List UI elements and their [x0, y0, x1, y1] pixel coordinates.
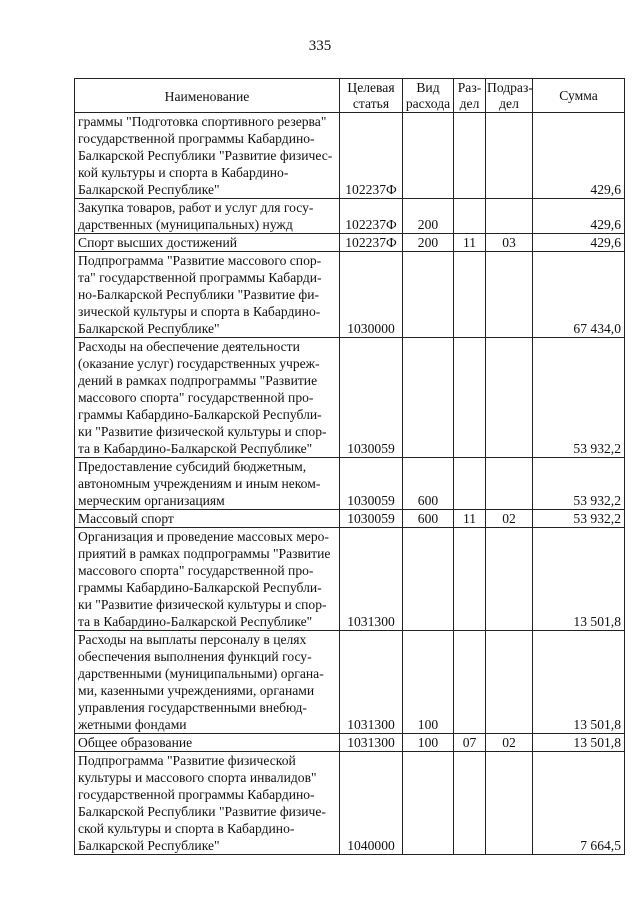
cell-name-line: Спорт высших достижений: [78, 235, 237, 250]
cell-expense-type: 100: [403, 734, 454, 752]
cell-amount: 429,6: [533, 199, 625, 234]
cell-subsection: [486, 631, 533, 734]
cell-name-line: управления государственными внебюд-: [78, 700, 307, 715]
cell-subsection: [486, 752, 533, 855]
cell-amount: 13 501,8: [533, 631, 625, 734]
header-section: [454, 79, 486, 113]
cell-subsection: 02: [486, 734, 533, 752]
cell-subsection: [486, 199, 533, 234]
table-body: [75, 113, 625, 855]
cell-expense-type: [403, 752, 454, 855]
cell-name-line: ми, казенными учреждениями, органами: [78, 683, 315, 698]
cell-name-line: обеспечения выполнения функций госу-: [78, 649, 312, 664]
cell-name: [75, 199, 340, 234]
cell-name-line: Балкарской Республике": [78, 182, 220, 197]
table-row: [75, 234, 625, 252]
cell-target-article: 102237Ф: [340, 234, 403, 252]
cell-name-line: ской культуры и спорта в Кабардино-: [78, 821, 295, 836]
cell-name-line: Балкарской Республики "Развитие физичес-: [78, 148, 333, 163]
cell-name-line: Расходы на обеспечение деятельности: [78, 339, 300, 354]
table-row: [75, 631, 625, 734]
cell-amount: 53 932,2: [533, 338, 625, 458]
cell-subsection: 03: [486, 234, 533, 252]
cell-name-line: но-Балкарской Республики "Развитие фи-: [78, 287, 320, 302]
header-subsection: [486, 79, 533, 113]
table-row: [75, 199, 625, 234]
cell-name-line: дений в рамках подпрограммы "Развитие: [78, 373, 318, 388]
cell-name-line: та в Кабардино-Балкарской Республике": [78, 614, 313, 629]
cell-name-line: дарственными (муниципальными) органа-: [78, 666, 324, 681]
cell-name: [75, 252, 340, 338]
table-row: [75, 252, 625, 338]
table-row: [75, 734, 625, 752]
header-amount: Сумма: [533, 79, 625, 113]
header-line: Подраз-: [487, 79, 533, 95]
header-line: статья: [352, 95, 390, 111]
cell-name-line: Закупка товаров, работ и услуг для госу-: [78, 200, 314, 215]
cell-section: [454, 631, 486, 734]
cell-subsection: [486, 338, 533, 458]
cell-name-line: жетными фондами: [78, 717, 187, 732]
cell-section: [454, 528, 486, 631]
cell-section: 11: [454, 510, 486, 528]
cell-subsection: [486, 458, 533, 510]
cell-name: [75, 458, 340, 510]
cell-section: [454, 199, 486, 234]
cell-name-line: ки "Развитие физической культуры и спор-: [78, 424, 327, 439]
cell-amount: 429,6: [533, 113, 625, 199]
cell-expense-type: 600: [403, 510, 454, 528]
cell-target-article: 1030059: [340, 338, 403, 458]
cell-expense-type: 200: [403, 234, 454, 252]
cell-subsection: [486, 113, 533, 199]
header-expense-type: [403, 79, 454, 113]
cell-target-article: 1040000: [340, 752, 403, 855]
cell-name: [75, 234, 340, 252]
cell-amount: 53 932,2: [533, 458, 625, 510]
cell-expense-type: [403, 338, 454, 458]
cell-name-line: государственной программы Кабардино-: [78, 787, 315, 802]
cell-expense-type: [403, 113, 454, 199]
cell-name: [75, 338, 340, 458]
cell-expense-type: 100: [403, 631, 454, 734]
cell-name: [75, 752, 340, 855]
cell-name-line: граммы Кабардино-Балкарской Республи-: [78, 407, 322, 422]
cell-name: [75, 528, 340, 631]
cell-target-article: 1031300: [340, 528, 403, 631]
cell-amount: 13 501,8: [533, 528, 625, 631]
cell-name-line: Балкарской Республики "Развитие физиче-: [78, 804, 326, 819]
cell-name-line: граммы "Подготовка спортивного резерва": [78, 114, 327, 129]
cell-amount: 7 664,5: [533, 752, 625, 855]
cell-section: [454, 752, 486, 855]
cell-name-line: Предоставление субсидий бюджетным,: [78, 459, 307, 474]
header-line: расхода: [405, 95, 451, 111]
budget-table: [74, 78, 625, 855]
cell-amount: 429,6: [533, 234, 625, 252]
cell-name-line: Массовый спорт: [78, 511, 174, 526]
cell-target-article: 1030000: [340, 252, 403, 338]
table-header-row: [75, 79, 625, 113]
table-row: [75, 528, 625, 631]
header-line: дел: [459, 95, 480, 111]
cell-name-line: приятий в рамках подпрограммы "Развитие: [78, 546, 331, 561]
table-row: [75, 510, 625, 528]
cell-target-article: 102237Ф: [340, 199, 403, 234]
table-row: [75, 458, 625, 510]
cell-name-line: Балкарской Республике": [78, 838, 220, 853]
cell-name-line: кой культуры и спорта в Кабардино-: [78, 165, 289, 180]
cell-target-article: 1030059: [340, 510, 403, 528]
cell-section: [454, 458, 486, 510]
cell-amount: 67 434,0: [533, 252, 625, 338]
cell-name-line: Подпрограмма "Развитие массового спор-: [78, 253, 322, 268]
cell-name-line: массового спорта" государственной про-: [78, 390, 314, 405]
cell-subsection: 02: [486, 510, 533, 528]
page-number: 335: [308, 38, 332, 54]
cell-name: [75, 510, 340, 528]
cell-subsection: [486, 528, 533, 631]
cell-name-line: Подпрограмма "Развитие физической: [78, 753, 296, 768]
cell-name-line: ки "Развитие физической культуры и спор-: [78, 597, 327, 612]
header-line: дел: [499, 95, 519, 111]
cell-subsection: [486, 252, 533, 338]
cell-expense-type: 600: [403, 458, 454, 510]
cell-target-article: 1031300: [340, 734, 403, 752]
cell-target-article: 1030059: [340, 458, 403, 510]
cell-name-line: та" государственной программы Кабарди-: [78, 270, 322, 285]
header-line: Вид: [416, 79, 440, 95]
cell-expense-type: [403, 528, 454, 631]
cell-expense-type: [403, 252, 454, 338]
table-row: [75, 113, 625, 199]
cell-amount: 53 932,2: [533, 510, 625, 528]
header-name: Наименование: [75, 79, 340, 113]
cell-name-line: массового спорта" государственной про-: [78, 563, 314, 578]
cell-name-line: Балкарской Республике": [78, 321, 220, 336]
table-row: [75, 338, 625, 458]
cell-section: [454, 338, 486, 458]
cell-name-line: (оказание услуг) государственных учреж-: [78, 356, 320, 371]
cell-section: 11: [454, 234, 486, 252]
table-row: [75, 752, 625, 855]
cell-name-line: зической культуры и спорта в Кабардино-: [78, 304, 321, 319]
cell-name-line: мерческим организациям: [78, 493, 225, 508]
cell-name: [75, 113, 340, 199]
cell-name-line: Общее образование: [78, 735, 193, 750]
cell-amount: 13 501,8: [533, 734, 625, 752]
cell-name-line: Организация и проведение массовых меро-: [78, 529, 329, 544]
cell-expense-type: 200: [403, 199, 454, 234]
cell-name-line: Расходы на выплаты персоналу в целях: [78, 632, 307, 647]
cell-name: [75, 734, 340, 752]
cell-name-line: автономным учреждениям и иным неком-: [78, 476, 321, 491]
cell-name-line: та в Кабардино-Балкарской Республике": [78, 441, 313, 456]
cell-name-line: культуры и массового спорта инвалидов": [78, 770, 317, 785]
header-target-article: [340, 79, 403, 113]
cell-name-line: дарственных (муниципальных) нужд: [78, 217, 293, 232]
header-line: Целевая: [347, 79, 395, 95]
cell-section: 07: [454, 734, 486, 752]
header-line: Раз-: [457, 79, 482, 95]
cell-section: [454, 252, 486, 338]
cell-section: [454, 113, 486, 199]
cell-name-line: граммы Кабардино-Балкарской Республи-: [78, 580, 322, 595]
cell-target-article: 102237Ф: [340, 113, 403, 199]
cell-name: [75, 631, 340, 734]
cell-target-article: 1031300: [340, 631, 403, 734]
cell-name-line: государственной программы Кабардино-: [78, 131, 315, 146]
